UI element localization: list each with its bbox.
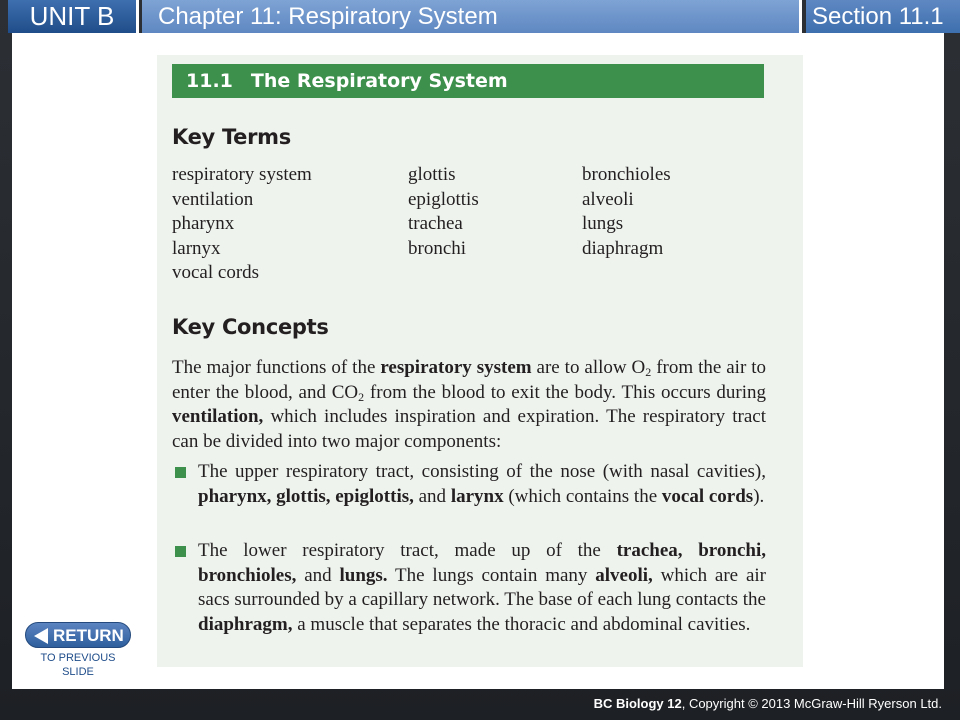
text-run: from the blood to exit the body. This occurs during	[364, 381, 766, 403]
key-term: larnyx	[172, 237, 221, 259]
slide-header	[0, 0, 960, 33]
key-term: ventilation	[172, 188, 254, 210]
bold-term: ventilation,	[172, 406, 264, 427]
key-concepts-intro	[172, 356, 766, 454]
back-arrow-icon	[34, 628, 48, 644]
text-run: and	[413, 485, 451, 507]
key-terms-heading: Key Terms	[172, 125, 291, 149]
bullet-text	[198, 539, 766, 637]
bullet-lower-tract	[172, 539, 766, 637]
text-run: from the air to enter the blood, and CO	[172, 357, 766, 403]
return-button-label: RETURN	[53, 626, 124, 645]
text-run: The lungs contain many	[387, 564, 596, 586]
bold-term: lungs.	[339, 564, 388, 586]
key-term: respiratory system	[172, 164, 312, 185]
bullet-upper-tract	[172, 460, 766, 509]
key-term: bronchioles	[582, 164, 671, 185]
copyright-text: , Copyright © 2013 McGraw-Hill Ryerson Ltd.	[681, 696, 942, 711]
subscript: 2	[358, 389, 365, 404]
subscript: 2	[645, 365, 652, 379]
return-caption-line: SLIDE	[62, 666, 94, 678]
bold-term: larynx	[450, 485, 504, 507]
bold-term: diaphragm,	[198, 613, 293, 635]
key-concepts-heading: Key Concepts	[172, 315, 329, 339]
key-term: pharynx	[172, 213, 235, 234]
key-term: trachea	[408, 213, 463, 234]
textbook-page	[157, 55, 803, 667]
chapter-title: Chapter 11: Respiratory System	[142, 0, 802, 33]
key-term: glottis	[408, 164, 456, 185]
bold-term: trachea, bronchi, bronchioles,	[198, 540, 766, 586]
text-run: which includes inspiration and expiration. The respiratory tract can be divided into two major components:	[172, 406, 766, 452]
text-run: a muscle that separates the thoracic and abdominal cavities.	[292, 613, 751, 635]
section-number: 11.1	[186, 70, 233, 92]
section-title-bar	[172, 64, 764, 98]
return-button-caption[interactable]	[25, 651, 131, 679]
text-run: (which contains the	[503, 485, 662, 507]
key-term: epiglottis	[408, 188, 479, 210]
bold-term: vocal cords	[661, 485, 754, 507]
key-term: diaphragm	[582, 237, 664, 259]
text-run: and	[296, 564, 340, 586]
bullet-square-icon	[175, 467, 186, 478]
slide-footer	[0, 689, 960, 720]
bullet-square-icon	[175, 546, 186, 557]
text-run: ).	[753, 485, 765, 507]
text-run: are to allow O	[531, 357, 646, 378]
bold-term: respiratory system	[380, 357, 532, 378]
return-button[interactable]	[25, 622, 131, 648]
book-title: BC Biology 12	[593, 696, 682, 711]
key-terms-column-1	[172, 163, 312, 286]
bold-term: alveoli,	[595, 564, 653, 586]
key-term: alveoli	[582, 188, 634, 210]
unit-label: UNIT B	[8, 0, 139, 33]
section-title: The Respiratory System	[250, 70, 508, 92]
text-run: The major functions of the	[172, 357, 381, 378]
text-run: The upper respiratory tract, consisting of the nose (with nasal cavities),	[198, 461, 766, 482]
key-term: lungs	[582, 213, 624, 234]
return-caption-line: TO PREVIOUS	[40, 652, 116, 664]
bold-term: pharynx, glottis, epiglottis,	[198, 485, 414, 507]
key-term: bronchi	[408, 237, 467, 259]
key-terms-column-3	[582, 163, 671, 261]
copyright-notice	[594, 696, 942, 711]
bullet-text	[198, 460, 766, 509]
key-term: vocal cords	[172, 262, 260, 283]
text-run: which are air sacs surrounded by a capillary network. The base of each lung contacts the	[198, 564, 766, 610]
key-terms-column-2	[408, 163, 479, 261]
text-run: The lower respiratory tract, made up of the	[198, 540, 617, 561]
section-label: Section 11.1	[806, 0, 960, 33]
